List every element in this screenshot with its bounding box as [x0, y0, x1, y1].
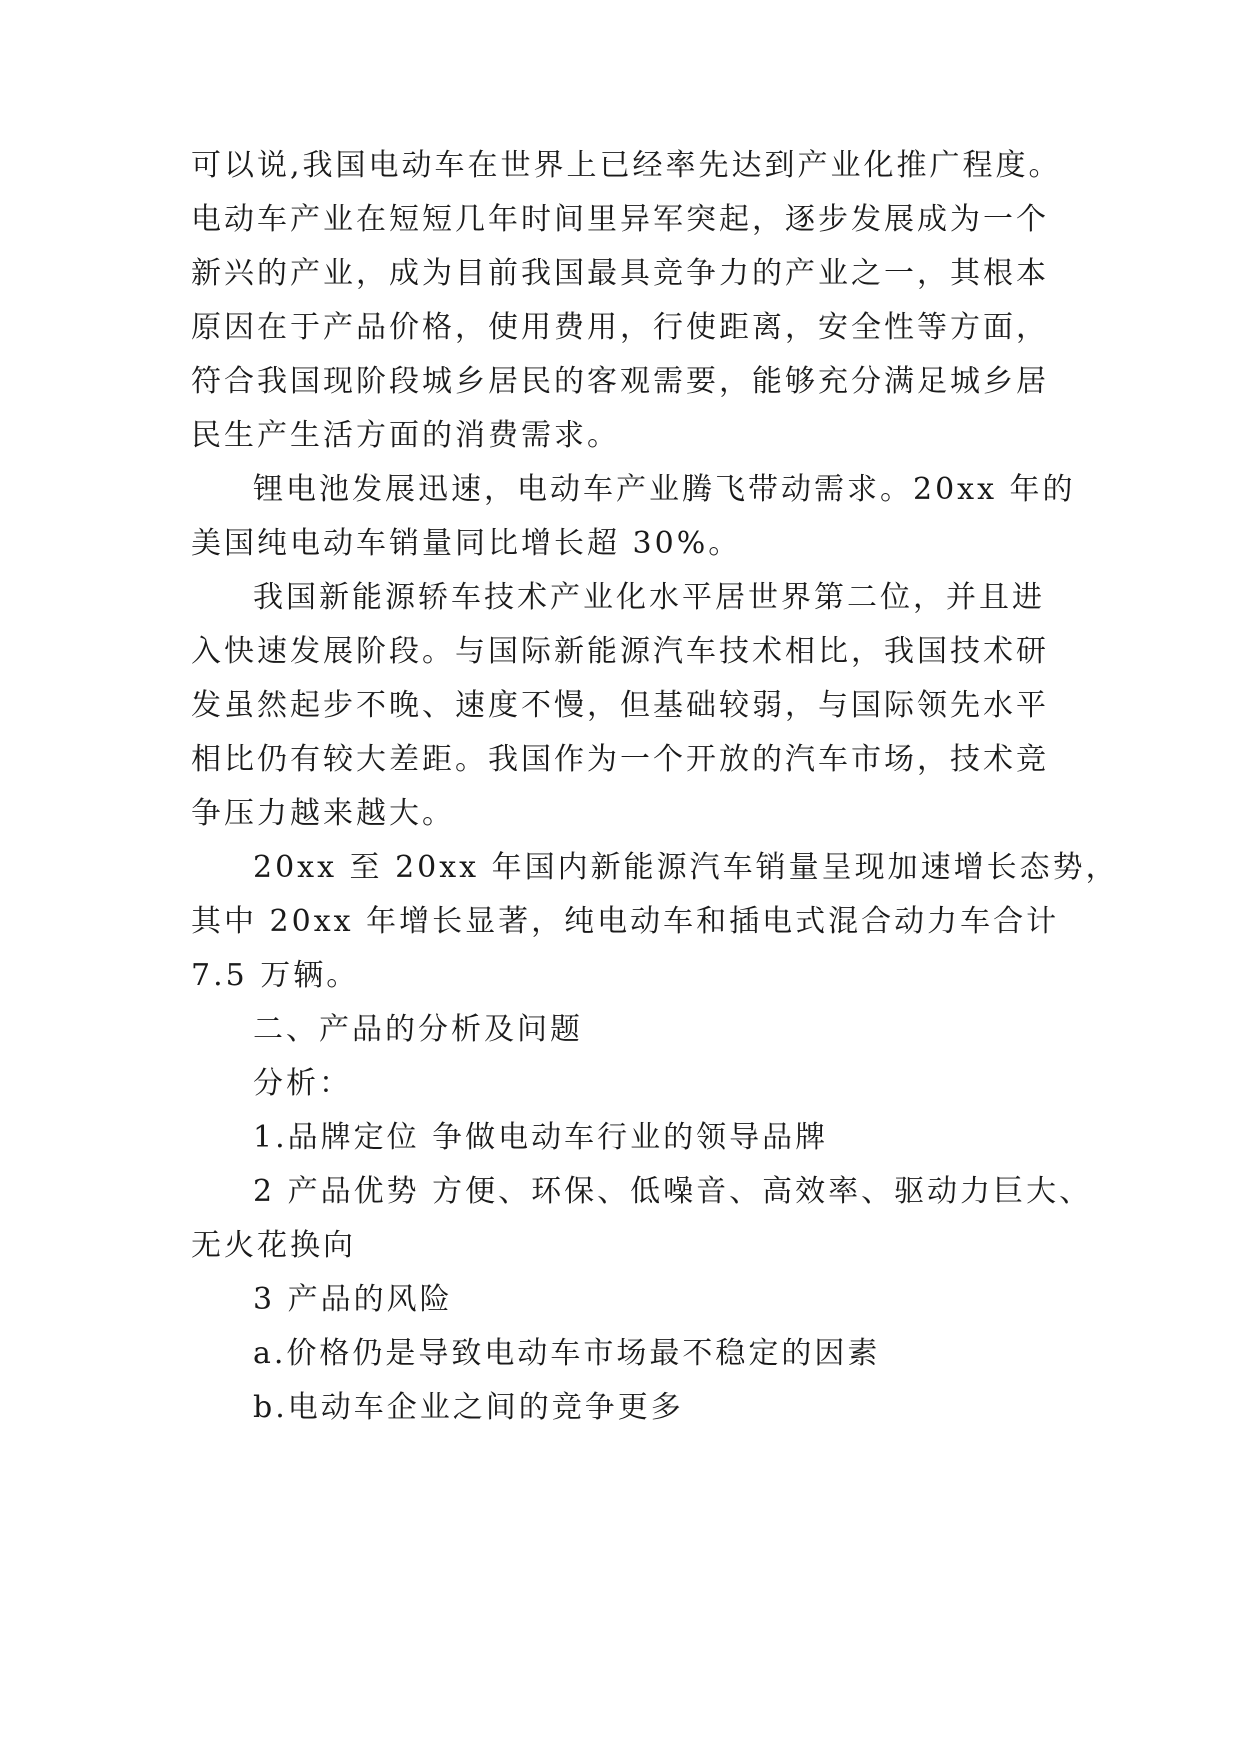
text-line: 原因在于产品价格，使用费用，行使距离，安全性等方面，: [191, 310, 1049, 345]
text-line: 我国新能源轿车技术产业化水平居世界第二位，并且进: [253, 580, 1045, 615]
text-line: 符合我国现阶段城乡居民的客观需要，能够充分满足城乡居: [191, 364, 1049, 399]
list-item: 2 产品优势 方便、环保、低噪音、高效率、驱动力巨大、: [253, 1174, 1093, 1209]
text-line: 电动车产业在短短几年时间里异军突起，逐步发展成为一个: [191, 202, 1049, 237]
list-item: a.价格仍是导致电动车市场最不稳定的因素: [253, 1336, 881, 1371]
section-heading: 二、产品的分析及问题: [253, 1012, 583, 1047]
list-item: b.电动车企业之间的竞争更多: [253, 1390, 684, 1425]
text-line: 民生产生活方面的消费需求。: [191, 418, 620, 453]
text-line: 锂电池发展迅速，电动车产业腾飞带动需求。20xx 年的: [253, 472, 1076, 507]
text-line: 美国纯电动车销量同比增长超 30%。: [191, 526, 742, 561]
text-line: 其中 20xx 年增长显著，纯电动车和插电式混合动力车合计: [191, 904, 1060, 939]
text-line: 争压力越来越大。: [191, 796, 455, 831]
text-line: 新兴的产业，成为目前我国最具竞争力的产业之一，其根本: [191, 256, 1049, 291]
list-item: 3 产品的风险: [253, 1282, 453, 1317]
text-line: 相比仍有较大差距。我国作为一个开放的汽车市场，技术竞: [191, 742, 1049, 777]
text-line: 无火花换向: [191, 1228, 356, 1263]
text-line: 20xx 至 20xx 年国内新能源汽车销量呈现加速增长态势，: [253, 850, 1119, 885]
text-line: 发虽然起步不晚、速度不慢，但基础较弱，与国际领先水平: [191, 688, 1049, 723]
text-line: 7.5 万辆。: [191, 958, 360, 993]
list-item: 1.品牌定位 争做电动车行业的领导品牌: [253, 1120, 829, 1155]
text-line: 入快速发展阶段。与国际新能源汽车技术相比，我国技术研: [191, 634, 1049, 669]
text-line: 分析：: [253, 1066, 352, 1101]
text-line: 可以说,我国电动车在世界上已经率先达到产业化推广程度。: [191, 148, 1062, 183]
